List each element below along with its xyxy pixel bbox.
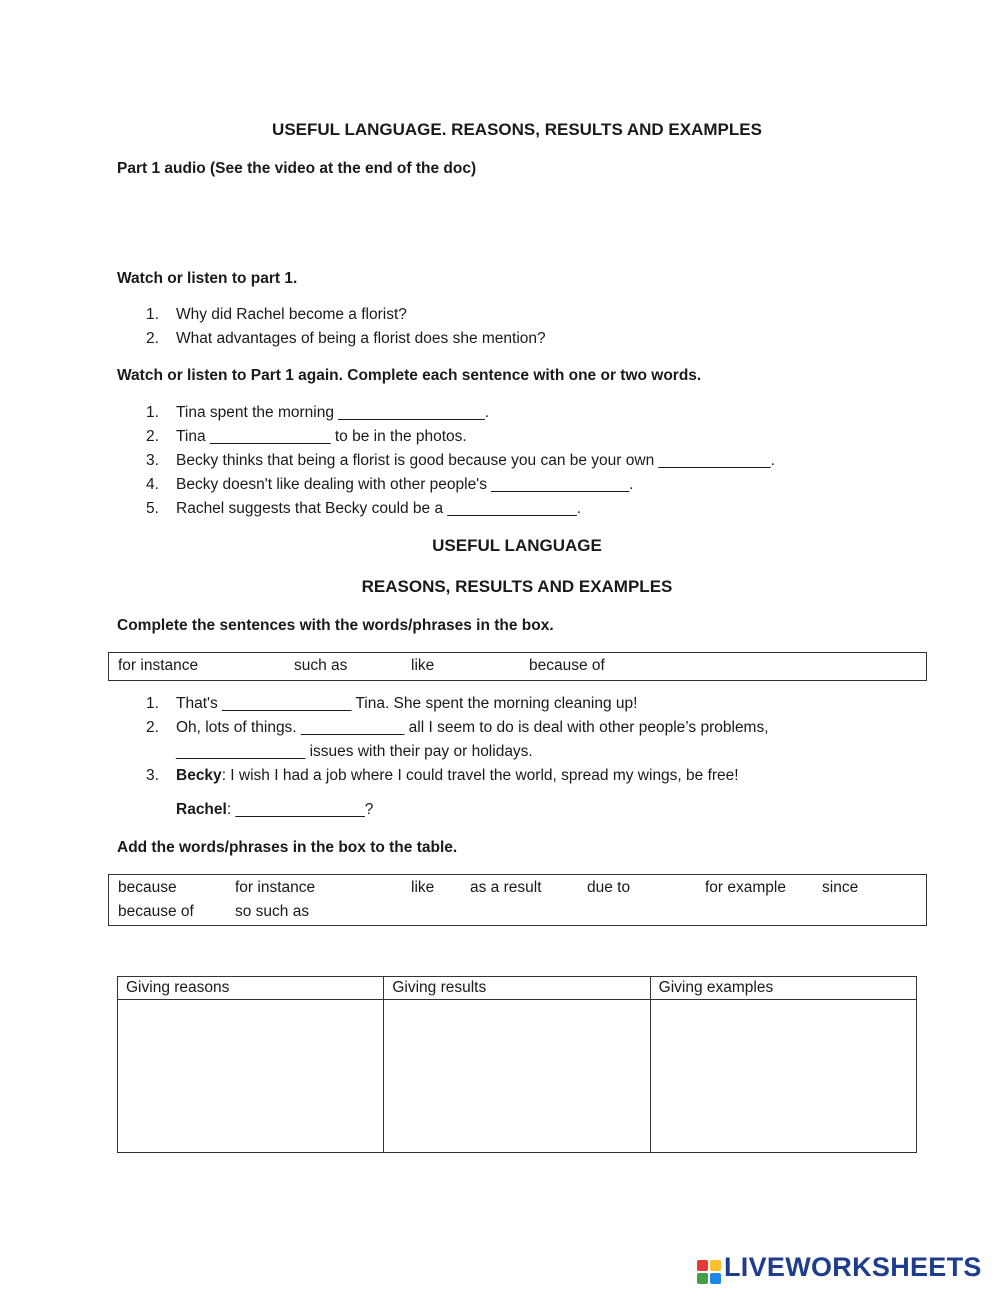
exercise2-items <box>146 401 775 521</box>
answer-cell-results[interactable] <box>384 1000 650 1153</box>
box-word: for instance <box>235 879 316 896</box>
section-heading-reasons: REASONS, RESULTS AND EXAMPLES <box>361 577 673 596</box>
box-word: like <box>411 657 435 674</box>
list-item: 2. Oh, lots of things. ____________ all I seem to do is deal with other people’s problems, <box>146 719 769 736</box>
box-word: so such as <box>235 903 310 920</box>
logo-mark-icon <box>697 1260 721 1284</box>
answer-cell-reasons[interactable] <box>118 1000 384 1153</box>
classification-table <box>117 976 917 1153</box>
box-word: due to <box>587 879 631 896</box>
rachel-line: Rachel: _______________? <box>176 801 374 818</box>
part1-audio-label: Part 1 audio (See the video at the end of the doc) <box>117 160 477 177</box>
exercise3-items <box>146 692 769 788</box>
list-item: 2. What advantages of being a florist does she mention? <box>146 330 546 347</box>
list-item: 3. Becky: I wish I had a job where I could travel the world, spread my wings, be free! <box>146 767 739 784</box>
list-item: 1. Tina spent the morning _________________. <box>146 404 490 421</box>
liveworksheets-logo <box>697 1252 997 1288</box>
box-word: because of <box>118 903 194 920</box>
exercise2-instruction: Watch or listen to Part 1 again. Complete each sentence with one or two words. <box>117 367 702 384</box>
exercise3-instruction: Complete the sentences with the words/phrases in the box. <box>117 617 554 634</box>
page-title: USEFUL LANGUAGE. REASONS, RESULTS AND EXAMPLES <box>272 120 762 139</box>
list-item: 4. Becky doesn't like dealing with other people's ________________. <box>146 476 634 493</box>
word-box-1 <box>108 652 927 681</box>
header-giving-results: Giving results <box>384 977 650 1000</box>
exercise4-instruction: Add the words/phrases in the box to the table. <box>117 839 458 856</box>
answer-cell-examples[interactable] <box>650 1000 916 1153</box>
exercise1-questions <box>146 303 546 351</box>
box-word: like <box>411 879 435 896</box>
header-giving-examples: Giving examples <box>650 977 916 1000</box>
list-item: 2. Tina ______________ to be in the photos. <box>146 428 467 445</box>
exercise1-instruction: Watch or listen to part 1. <box>117 270 298 287</box>
box-word: as a result <box>470 879 542 896</box>
table-header-row <box>118 977 917 1000</box>
box-word: for example <box>705 879 786 896</box>
logo-text: LIVEWORKSHEETS <box>724 1252 982 1282</box>
list-item: 1. That's _______________ Tina. She spent the morning cleaning up! <box>146 695 638 712</box>
section-heading-useful-language: USEFUL LANGUAGE <box>432 536 602 555</box>
list-item: 3. Becky thinks that being a florist is good because you can be your own _____________. <box>146 452 775 469</box>
box-word: for instance <box>118 657 199 674</box>
table-row <box>118 1000 917 1153</box>
box-word: because <box>118 879 177 896</box>
list-item: 5. Rachel suggests that Becky could be a _______________. <box>146 500 582 517</box>
box-word: such as <box>294 657 348 674</box>
list-item-continuation: _______________ issues with their pay or holidays. <box>176 743 533 760</box>
box-word: since <box>822 879 859 896</box>
header-giving-reasons: Giving reasons <box>118 977 384 1000</box>
list-item: 1. Why did Rachel become a florist? <box>146 306 407 323</box>
word-box-2 <box>108 874 927 926</box>
box-word: because of <box>529 657 605 674</box>
